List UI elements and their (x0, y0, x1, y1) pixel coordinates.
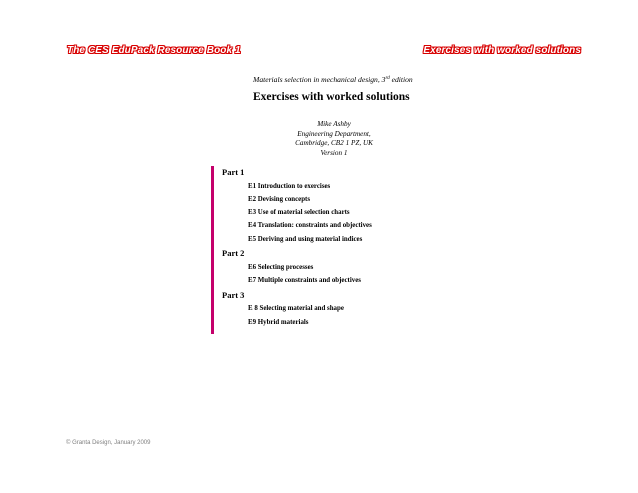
edition-line (253, 75, 413, 84)
exercise-e1: E1 Introduction to exercises (248, 183, 331, 190)
part-2-heading: Part 2 (222, 248, 245, 258)
edition-suffix: edition (389, 75, 413, 84)
header-right-title: Exercises with worked solutions (423, 45, 581, 56)
exercise-e6: E6 Selecting processes (248, 264, 314, 271)
part-3-heading: Part 3 (222, 290, 245, 300)
exercise-e5: E5 Deriving and using material indices (248, 236, 363, 243)
document-version: Version 1 (320, 148, 348, 157)
exercise-e9: E9 Hybrid materials (248, 319, 309, 326)
author-address: Cambridge, CB2 1 PZ, UK (295, 139, 373, 147)
exercise-e4: E4 Translation: constraints and objectives (248, 222, 372, 229)
exercise-e2: E2 Devising concepts (248, 196, 311, 203)
edition-superscript: rd (385, 76, 390, 81)
page-title: Exercises with worked solutions (253, 91, 410, 103)
exercise-e8: E 8 Selecting material and shape (248, 305, 344, 312)
author-name: Mike Ashby (317, 120, 351, 128)
contents-accent-bar (211, 166, 214, 334)
part-1-heading: Part 1 (222, 167, 245, 177)
header-left-title: The CES EduPack Resource Book 1 (67, 45, 241, 56)
author-block (234, 120, 434, 158)
edition-prefix: Materials selection in mechanical design, 3 (253, 75, 386, 84)
exercise-e7: E7 Multiple constraints and objectives (248, 277, 361, 284)
footer-copyright: © Granta Design, January 2009 (66, 440, 151, 446)
exercise-e3: E3 Use of material selection charts (248, 209, 350, 216)
author-department: Engineering Department, (297, 129, 371, 138)
